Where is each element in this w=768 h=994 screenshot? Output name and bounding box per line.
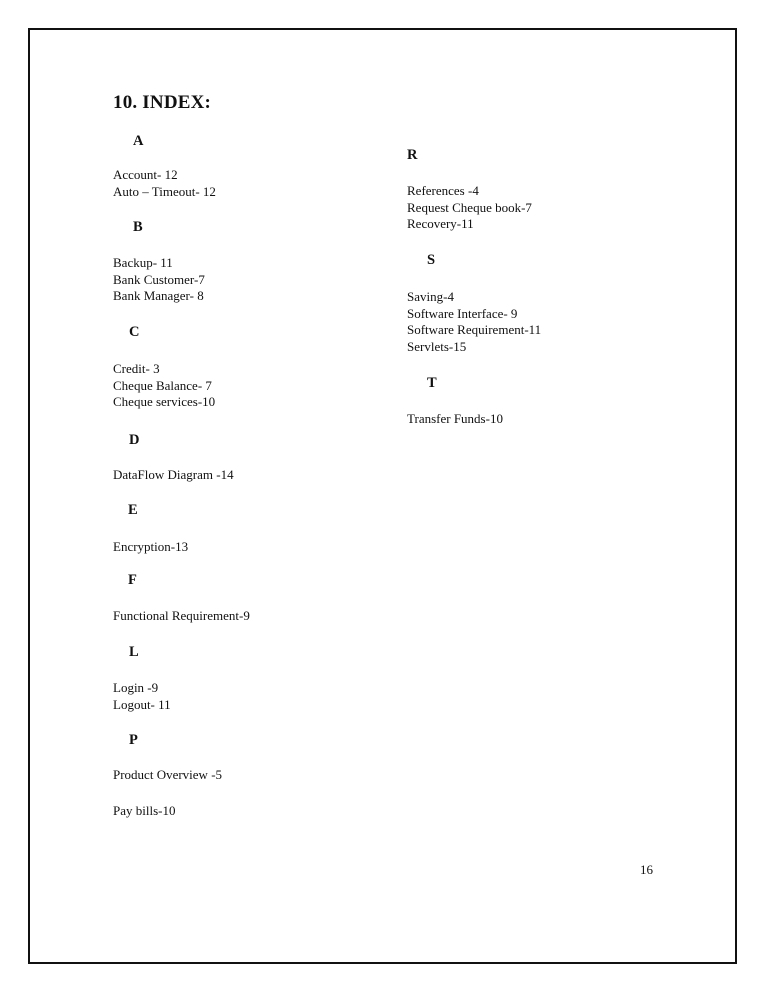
index-entry: Cheque Balance- 7 (113, 377, 212, 393)
index-entry: Functional Requirement-9 (113, 608, 250, 623)
index-letter-l: L (129, 644, 139, 660)
index-entry: Saving-4 (407, 289, 454, 304)
index-letter-r: R (407, 147, 418, 163)
index-entry: Bank Customer-7 (113, 271, 205, 287)
index-entries-a (113, 167, 216, 200)
index-entry: Credit- 3 (113, 361, 160, 376)
index-entry: Cheque services-10 (113, 394, 216, 409)
index-entry: Encryption-13 (113, 539, 189, 554)
index-entries-p (113, 767, 222, 784)
index-entries-r (407, 183, 532, 233)
index-title: 10. INDEX: (113, 92, 212, 113)
index-entry: Login -9 (113, 680, 159, 695)
index-entry: Pay bills-10 (113, 803, 176, 818)
index-entry: Backup- 11 (113, 255, 173, 270)
index-entries-d (113, 467, 234, 484)
index-entry: Bank Manager- 8 (113, 288, 204, 303)
index-entry: Transfer Funds-10 (407, 411, 503, 426)
index-entries-b (113, 255, 205, 305)
index-entry: Product Overview -5 (113, 767, 223, 782)
index-entry: Servlets-15 (407, 338, 467, 354)
index-entries-t (407, 411, 503, 428)
index-letter-s: S (427, 252, 436, 268)
index-letter-c: C (129, 324, 140, 340)
index-letter-b: B (133, 219, 143, 235)
index-entries-p-extra (113, 803, 175, 820)
index-entry: DataFlow Diagram -14 (113, 467, 234, 482)
index-letter-e: E (128, 502, 138, 518)
index-letter-p: P (129, 732, 138, 748)
index-entry: References -4 (407, 183, 479, 198)
index-entry: Software Interface- 9 (407, 305, 518, 321)
index-entry: Recovery-11 (407, 216, 474, 231)
index-entry: Auto – Timeout- 12 (113, 183, 216, 199)
index-entries-c (113, 361, 215, 411)
index-letter-a: A (133, 133, 144, 149)
index-entry: Account- 12 (113, 167, 178, 182)
index-entries-l (113, 680, 171, 713)
index-entry: Logout- 11 (113, 696, 171, 712)
index-entry: Request Cheque book-7 (407, 199, 532, 215)
index-letter-f: F (128, 572, 137, 588)
index-entries-e (113, 539, 188, 556)
index-entries-f (113, 608, 250, 625)
index-entries-s (407, 289, 541, 355)
index-entry: Software Requirement-11 (407, 322, 542, 337)
index-letter-d: D (129, 432, 140, 448)
page-number: 16 (640, 862, 653, 877)
index-letter-t: T (427, 375, 437, 391)
